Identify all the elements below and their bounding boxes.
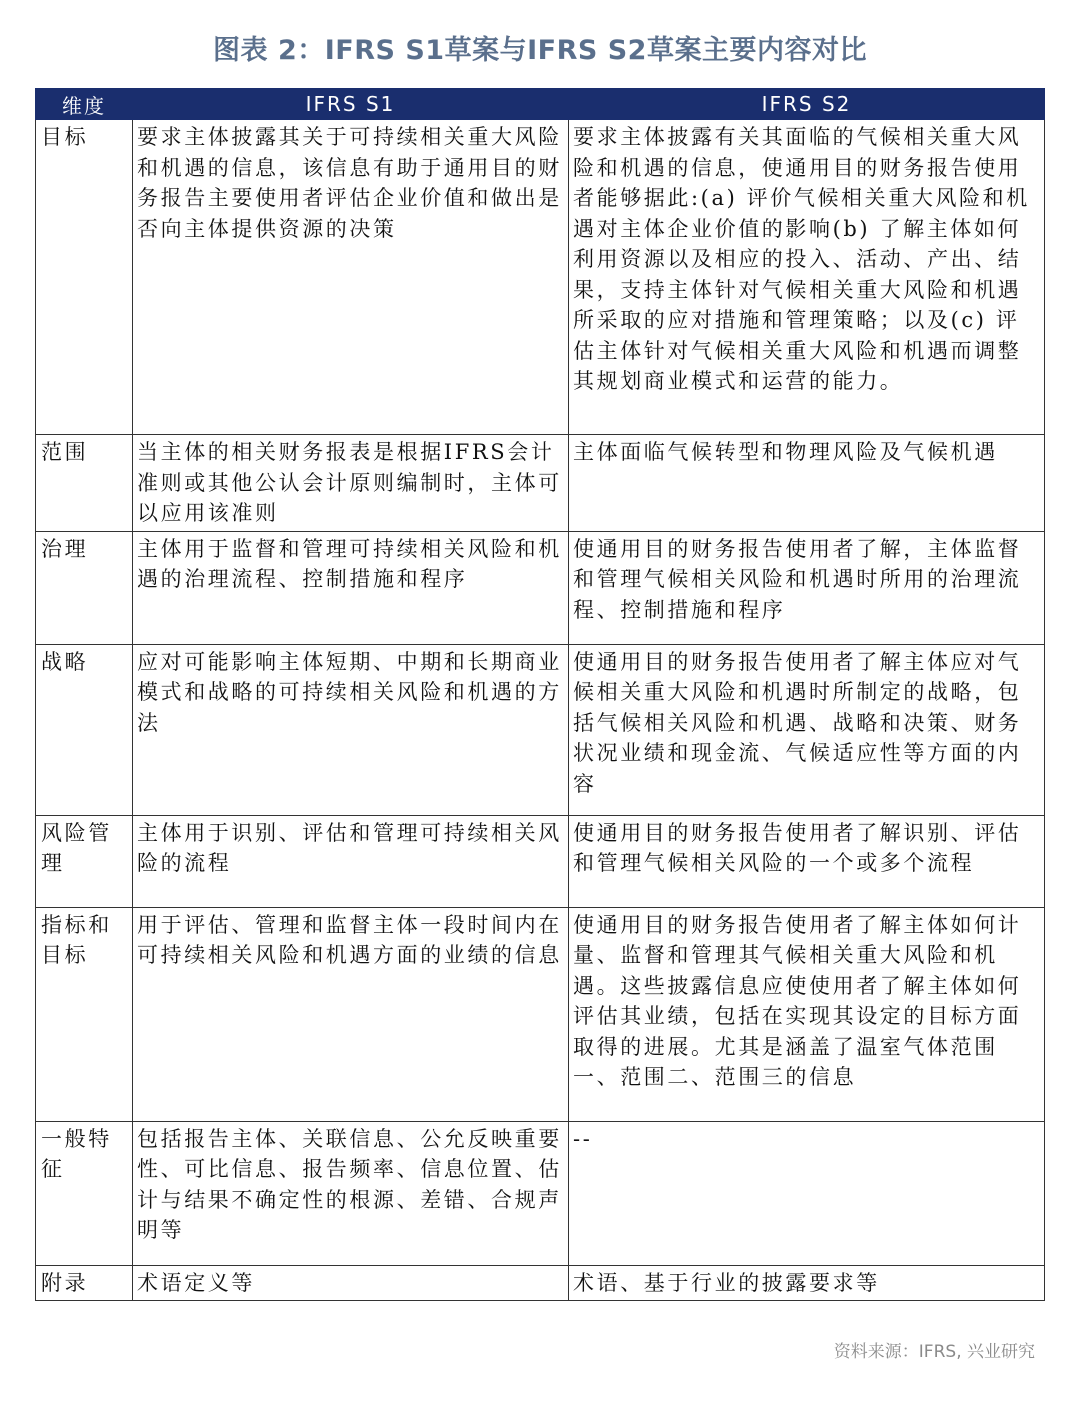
table-row — [36, 815, 1045, 907]
s1-cell: 术语定义等 — [133, 1265, 569, 1301]
dimension-cell: 附录 — [36, 1265, 133, 1301]
table-row — [36, 907, 1045, 1121]
dimension-cell: 风险管理 — [36, 815, 133, 907]
s1-cell: 包括报告主体、关联信息、公允反映重要性、可比信息、报告频率、信息位置、估计与结果不确定性的根源、差错、合规声明等 — [133, 1121, 569, 1265]
dimension-cell: 治理 — [36, 531, 133, 644]
header-ifrs-s1: IFRS S1 — [133, 89, 569, 120]
dimension-cell: 指标和目标 — [36, 907, 133, 1121]
source-note: 资料来源：IFRS, 兴业研究 — [833, 1342, 1035, 1362]
dimension-cell: 目标 — [36, 120, 133, 435]
dimension-cell: 一般特征 — [36, 1121, 133, 1265]
s2-cell: 使通用目的财务报告使用者了解主体如何计量、监督和管理其气候相关重大风险和机遇。这些披露信息应使使用者了解主体如何评估其业绩，包括在实现其设定的目标方面取得的进展。尤其是涵盖了温室气体范围一、范围二、范围三的信息 — [569, 907, 1045, 1121]
header-dimension: 维度 — [36, 89, 133, 120]
table-row — [36, 120, 1045, 435]
s2-cell: 术语、基于行业的披露要求等 — [569, 1265, 1045, 1301]
s2-cell: 使通用目的财务报告使用者了解识别、评估和管理气候相关风险的一个或多个流程 — [569, 815, 1045, 907]
s1-cell: 应对可能影响主体短期、中期和长期商业模式和战略的可持续相关风险和机遇的方法 — [133, 644, 569, 815]
table-row — [36, 531, 1045, 644]
figure-title: 图表 2：IFRS S1草案与IFRS S2草案主要内容对比 — [213, 35, 867, 66]
header-ifrs-s2: IFRS S2 — [569, 89, 1045, 120]
s1-cell: 用于评估、管理和监督主体一段时间内在可持续相关风险和机遇方面的业绩的信息 — [133, 907, 569, 1121]
s1-cell: 主体用于监督和管理可持续相关风险和机遇的治理流程、控制措施和程序 — [133, 531, 569, 644]
dimension-cell: 范围 — [36, 435, 133, 532]
dimension-cell: 战略 — [36, 644, 133, 815]
s1-cell: 主体用于识别、评估和管理可持续相关风险的流程 — [133, 815, 569, 907]
table-header-row — [36, 89, 1045, 120]
table-row — [36, 644, 1045, 815]
table-row — [36, 435, 1045, 532]
table-row — [36, 1121, 1045, 1265]
s1-cell: 要求主体披露其关于可持续相关重大风险和机遇的信息，该信息有助于通用目的财务报告主要使用者评估企业价值和做出是否向主体提供资源的决策 — [133, 120, 569, 435]
s1-cell: 当主体的相关财务报表是根据IFRS会计准则或其他公认会计原则编制时，主体可以应用该准则 — [133, 435, 569, 532]
s2-cell: 使通用目的财务报告使用者了解，主体监督和管理气候相关风险和机遇时所用的治理流程、控制措施和程序 — [569, 531, 1045, 644]
comparison-table — [35, 88, 1045, 1301]
table-row — [36, 1265, 1045, 1301]
s2-cell: 要求主体披露有关其面临的气候相关重大风险和机遇的信息，使通用目的财务报告使用者能够据此:(a) 评价气候相关重大风险和机遇对主体企业价值的影响(b) 了解主体如何利用资源以及相应的投入、活动、产出、结果，支持主体针对气候相关重大风险和机遇所采取的应对措施和管理策略；以及(c) 评估主体针对气候相关重大风险和机遇而调整其规划商业模式和运营的能力。 — [569, 120, 1045, 435]
s2-cell: 主体面临气候转型和物理风险及气候机遇 — [569, 435, 1045, 532]
s2-cell: -- — [569, 1121, 1045, 1265]
s2-cell: 使通用目的财务报告使用者了解主体应对气候相关重大风险和机遇时所制定的战略，包括气候相关风险和机遇、战略和决策、财务状况业绩和现金流、气候适应性等方面的内容 — [569, 644, 1045, 815]
